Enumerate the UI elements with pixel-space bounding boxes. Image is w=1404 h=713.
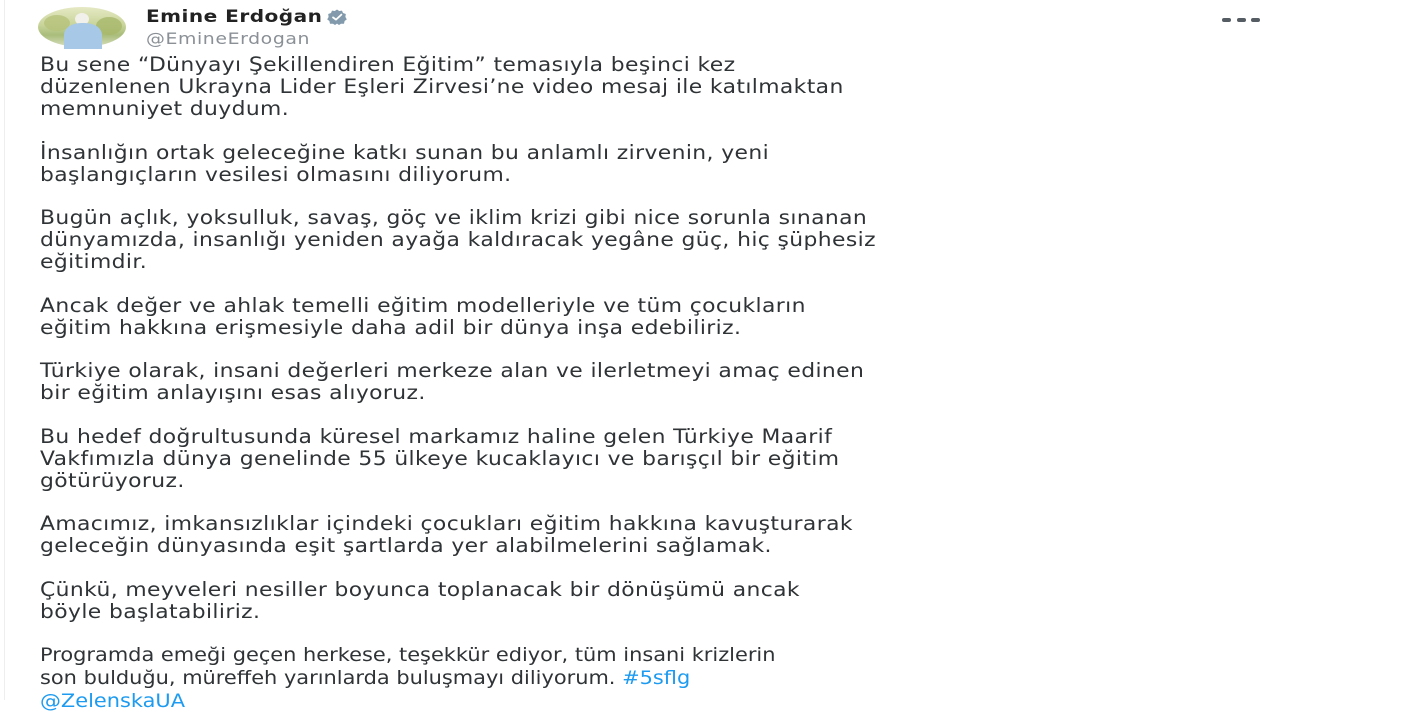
text-line: eğitimdir. bbox=[40, 250, 148, 273]
author-info bbox=[146, 6, 348, 48]
text-line: memnuniyet duydum. bbox=[40, 97, 290, 120]
tweet-paragraph-final bbox=[40, 644, 1404, 713]
text-line: düzenlenen Ukrayna Lider Eşleri Zirvesi’ne video mesaj ile katılmaktan bbox=[40, 75, 844, 98]
avatar-figure-body bbox=[64, 23, 102, 49]
text-line: dünyamızda, insanlığı yeniden ayağa kaldıracak yegâne güç, hiç şüphesiz bbox=[40, 228, 876, 251]
card-border bbox=[4, 0, 5, 700]
text-line: başlangıçların vesilesi olmasını diliyorum. bbox=[40, 163, 512, 186]
avatar[interactable] bbox=[38, 7, 126, 47]
text-line: Çünkü, meyveleri nesiller boyunca toplanacak bir dönüşümü ancak bbox=[40, 578, 800, 601]
tweet-paragraph bbox=[40, 295, 1272, 339]
text-line: İnsanlığın ortak geleceğine katkı sunan bu anlamlı zirvenin, yeni bbox=[40, 141, 770, 164]
more-horizontal-icon bbox=[1237, 18, 1246, 22]
text-line: Bugün açlık, yoksulluk, savaş, göç ve iklim krizi gibi nice sorunla sınanan bbox=[40, 206, 868, 229]
tweet-header bbox=[38, 4, 348, 50]
tweet-text bbox=[40, 54, 1280, 713]
tweet-paragraph bbox=[40, 54, 1272, 120]
tweet-paragraph bbox=[40, 142, 1272, 186]
text-line bbox=[40, 690, 1404, 713]
text-line: Türkiye olarak, insani değerleri merkeze alan ve ilerletmeyi amaç edinen bbox=[40, 359, 865, 382]
author-handle[interactable]: @EmineErdogan bbox=[146, 29, 311, 48]
text-line: böyle başlatabiliriz. bbox=[40, 600, 261, 623]
text-line: Bu sene “Dünyayı Şekillendiren Eğitim” temasıyla beşinci kez bbox=[40, 53, 736, 76]
text-line: Vakfımızla dünya genelinde 55 ülkeye kucaklayıcı ve barışçıl bir eğitim bbox=[40, 447, 840, 470]
tweet-paragraph bbox=[40, 426, 1272, 492]
more-horizontal-icon bbox=[1251, 18, 1260, 22]
more-horizontal-icon bbox=[1222, 18, 1231, 22]
text-line: eğitim hakkına erişmesiyle daha adil bir dünya inşa edebiliriz. bbox=[40, 316, 742, 339]
more-options-button[interactable] bbox=[1222, 12, 1260, 28]
text-line: bir eğitim anlayışını esas alıyoruz. bbox=[40, 381, 426, 404]
tweet-paragraph bbox=[40, 207, 1272, 273]
text-line: Bu hedef doğrultusunda küresel markamız haline gelen Türkiye Maarif bbox=[40, 425, 833, 448]
text-span: son bulduğu, müreffeh yarınlarda buluşmayı diliyorum. bbox=[40, 667, 616, 689]
tweet-paragraph bbox=[40, 513, 1272, 557]
author-display-name[interactable]: Emine Erdoğan bbox=[146, 7, 323, 27]
text-line: götürüyoruz. bbox=[40, 469, 185, 492]
tweet-paragraph bbox=[40, 360, 1272, 404]
text-line: Ancak değer ve ahlak temelli eğitim modelleriyle ve tüm çocukların bbox=[40, 294, 806, 317]
text-line: geleceğin dünyasında eşit şartlarda yer alabilmelerini sağlamak. bbox=[40, 534, 772, 557]
author-name-row bbox=[146, 6, 348, 28]
mention-link[interactable]: @ZelenskaUA bbox=[40, 690, 186, 712]
hashtag-link[interactable]: #5sflg bbox=[622, 667, 691, 689]
text-line bbox=[40, 667, 1404, 690]
text-line: Amacımız, imkansızlıklar içindeki çocukları eğitim hakkına kavuşturarak bbox=[40, 512, 853, 535]
verified-badge-icon bbox=[326, 9, 348, 25]
tweet-paragraph bbox=[40, 579, 1272, 623]
text-line: Programda emeği geçen herkese, teşekkür ediyor, tüm insani krizlerin bbox=[40, 644, 776, 666]
